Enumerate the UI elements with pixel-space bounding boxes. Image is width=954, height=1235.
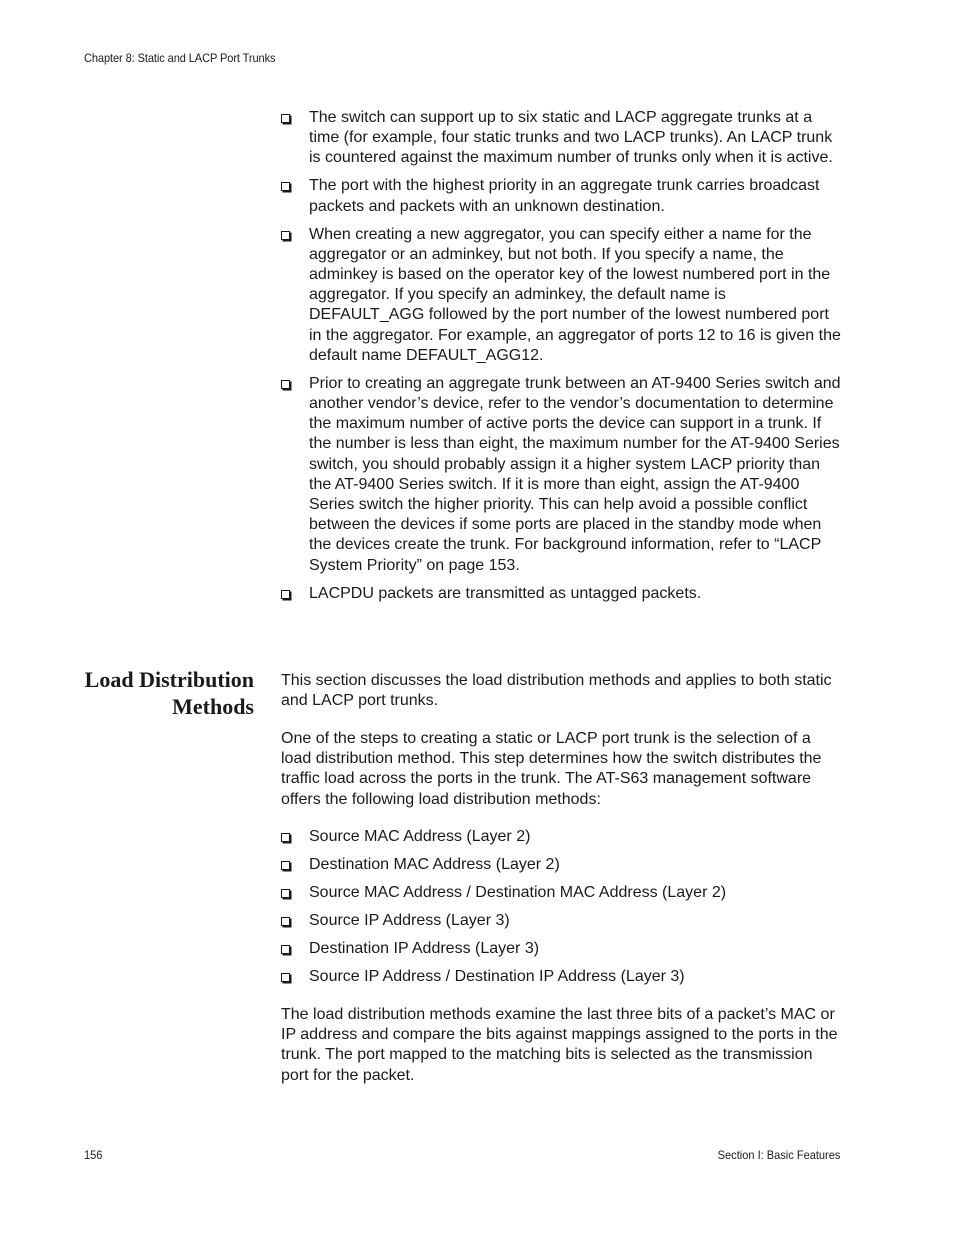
list-item	[281, 374, 841, 576]
list-item-text: Source IP Address (Layer 3)	[309, 912, 510, 929]
square-bullet-icon	[281, 182, 290, 191]
list-item	[281, 967, 841, 987]
list-item	[281, 883, 841, 903]
square-bullet-icon	[281, 380, 290, 389]
list-item-text: Destination IP Address (Layer 3)	[309, 940, 540, 957]
list-item	[281, 176, 841, 216]
list-item-text: The switch can support up to six static and LACP aggregate trunks at a time (for example, four static trunks and two LACP trunks). An LACP trunk is countered against the maximum number of trunks only when it is active.	[309, 109, 833, 167]
list-item-text: Source MAC Address (Layer 2)	[309, 828, 531, 845]
closing-paragraph: The load distribution methods examine the last three bits of a packet’s MAC or IP address and compare the bits against mappings assigned to the ports in the trunk. The port mapped to the matching bits is selected as the transmission port for the packet.	[281, 1006, 838, 1084]
list-item	[281, 584, 841, 604]
list-item-text: LACPDU packets are transmitted as untagged packets.	[309, 584, 702, 602]
list-item-text: When creating a new aggregator, you can specify either a name for the aggregator or an adminkey, but not both. If you specify a name, the adminkey is based on the operator key of the lowest numbered port in the aggregator. If you specify an adminkey, the default name is DEFAULT_AGG followed by the port number of the lowest numbered port in the aggregator. For example, an aggregator of ports 12 to 16 is given the default name DEFAULT_AGG12.	[309, 225, 841, 364]
running-footer: Section I: Basic Features	[717, 1148, 840, 1162]
square-bullet-icon	[281, 917, 290, 926]
list-item-text: Prior to creating an aggregate trunk between an AT-9400 Series switch and another vendor’s device, refer to the vendor’s documentation to determine the maximum number of active ports the device can support in a trunk. If the number is less than eight, the maximum number for the AT-9400 Series switch, you should probably assign it a higher system LACP priority than the AT-9400 Series switch. If it is more than eight, assign the AT-9400 Series switch the higher priority. This can help avoid a possible conflict between the devices if some ports are placed in the standby mode when the devices create the trunk. For background information, refer to “LACP System Priority” on page 153.	[309, 374, 841, 574]
section-heading-line: Methods	[172, 694, 254, 719]
list-item	[281, 225, 841, 366]
list-item	[281, 939, 841, 959]
square-bullet-icon	[281, 231, 290, 240]
methods-bullet-list	[281, 827, 841, 995]
list-item-text: Source MAC Address / Destination MAC Address (Layer 2)	[309, 884, 727, 901]
square-bullet-icon	[281, 114, 290, 123]
section-heading	[60, 666, 254, 720]
square-bullet-icon	[281, 590, 290, 599]
list-item-text: Source IP Address / Destination IP Address (Layer 3)	[309, 968, 685, 985]
square-bullet-icon	[281, 945, 290, 954]
steps-paragraph: One of the steps to creating a static or LACP port trunk is the selection of a load distribution method. This step determines how the switch distributes the traffic load across the ports in the trunk. The AT-S63 management software offers the following load distribution methods:	[281, 730, 822, 808]
square-bullet-icon	[281, 973, 290, 982]
page-number: 156	[84, 1148, 103, 1162]
notes-bullet-list	[281, 108, 841, 612]
square-bullet-icon	[281, 861, 290, 870]
list-item	[281, 911, 841, 931]
list-item-text: Destination MAC Address (Layer 2)	[309, 856, 560, 873]
list-item-text: The port with the highest priority in an aggregate trunk carries broadcast packets and packets with an unknown destination.	[309, 177, 820, 215]
section-heading-line: Load Distribution	[84, 667, 254, 692]
square-bullet-icon	[281, 889, 290, 898]
intro-paragraph: This section discusses the load distribution methods and applies to both static and LACP port trunks.	[281, 672, 832, 710]
list-item	[281, 108, 841, 169]
running-header: Chapter 8: Static and LACP Port Trunks	[84, 51, 276, 65]
list-item	[281, 827, 841, 847]
list-item	[281, 855, 841, 875]
square-bullet-icon	[281, 833, 290, 842]
